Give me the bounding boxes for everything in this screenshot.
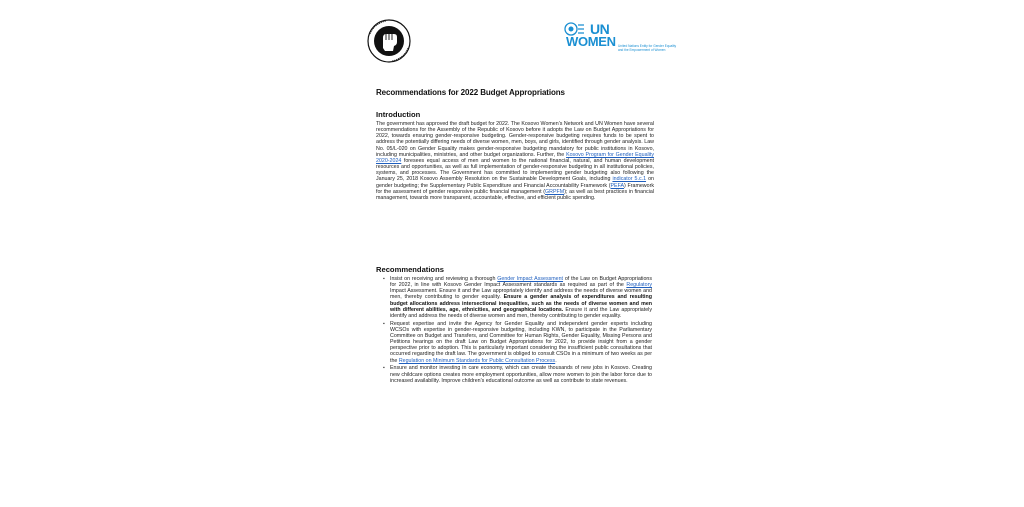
link-regulatory[interactable]: Regulatory (626, 282, 652, 289)
logo-header (366, 18, 677, 63)
un-women-subtitle: United Nations Entity for Gender Equality and the Empowerment of Women (618, 44, 677, 52)
list-item: ▪ Request expertise and invite the Agency for Gender Equality and independent gender experts including WCSOs with expertise in gender-responsive budgeting, including KWN, to participate in the Parliamentary Committee on Budget and Transfers, and Committee for Human Rights, Gender Equality, Missing Persons and Petitions hearings on the draft Law on Budget Appropriations for 2022, to provide insight from a gender perspective prior to adoption. This is particularly important considering the insufficient public consultations that occurred regarding the draft law. The government is obliged to consult CSOs in a minimum of two weeks as per the Regulation on Minimum Standards for Public Consultation Process. (383, 320, 652, 364)
document-page (366, 0, 677, 507)
link-pefa[interactable]: PEFA (610, 182, 625, 189)
un-women-logo (564, 21, 677, 62)
fist-circle-icon (366, 18, 412, 64)
recommendations-list (383, 276, 653, 385)
un-women-word-un: UN (590, 21, 610, 37)
list-item: ▪ Ensure and monitor investing in care economy, which can create thousands of new jobs in Kosovo. Creating new childcare options creates more employment opportunities, allow more women to join the labor force due to increased availability. Improve children's educational outcome as well as contribute to state revenues. (383, 365, 652, 384)
document-title: Recommendations for 2022 Budget Appropriations (376, 88, 565, 97)
link-gender-impact-assessment[interactable]: Gender Impact Assessment (497, 276, 564, 282)
list-item: ▪ Insist on receiving and reviewing a thorough Gender Impact Assessment of the Law on Budget Appropriations for 2022, in line with Kosovo Gender Impact Assessment standards as required as part of the Regulatory Impact Assessment. Ensure it and the Law appropriately identify and address the needs of diverse women and men, thereby contributing to gender equality. Ensure a gender analysis of expenditures and resulting budget allocations address intersectional inequalities, such as the needs of diverse women and men with different abilities, age, ethnicities, and geographical locations. Ensure it and the Law appropriately identify and address the needs of diverse women and men, thereby contributing to gender equality. (383, 276, 653, 319)
link-grpfm[interactable]: GRPFM (545, 188, 565, 195)
link-indicator-5c1[interactable]: indicator 5.c.1 (612, 176, 647, 183)
recommendations-heading: Recommendations (376, 265, 444, 274)
bullet-icon: ▪ (383, 320, 385, 327)
introduction-heading: Introduction (376, 110, 421, 119)
bullet-icon: ▪ (383, 276, 385, 282)
link-kosovo-program-gender-equality[interactable]: Kosovo Program for Gender Equality 2020-2024 (376, 151, 654, 164)
un-women-word-women: WOMEN (566, 34, 616, 49)
bullet-icon: ▪ (383, 365, 385, 372)
introduction-paragraph: The government has approved the draft budget for 2022. The Kosovo Women's Network and UN Women have several recommendations for the Assembly of the Republic of Kosovo before it adopts the Law on Budget Appropriations for 2022, towards ensuring gender-responsive budgeting. Gender-responsive budgeting requires funds to be spent to address the potentially differing needs of diverse women, men, boys, and girls, identified through gender analysis. Law No. 05/L-020 on Gender Equality makes gender-responsive budgeting mandatory for public institutions in Kosovo, including municipalities, ministries, and other budget organizations. Further, the Kosovo Program for Gender Equality 2020-2024 foresees equal access of men and women to the national financial, natural, and human development resources and opportunities, as well as full implementation of gender-responsive budgeting in all institutional policies, systems, and processes. The Government has committed to implementing gender budgeting also following the January 25, 2018 Kosovo Assembly Resolution on the Sustainable Development Goals, including indicator 5.c.1 on gender budgeting; the Supplementary Public Expenditure and Financial Accountability Framework (PEFA) Framework for the assessment of gender responsive public financial management (GRPFM); as well as best practices in financial management, towards more transparent, accountable, effective, and efficient public spending. (376, 121, 654, 201)
link-regulation-public-consultation[interactable]: Regulation on Minimum Standards for Public Consultation Process (398, 357, 556, 364)
